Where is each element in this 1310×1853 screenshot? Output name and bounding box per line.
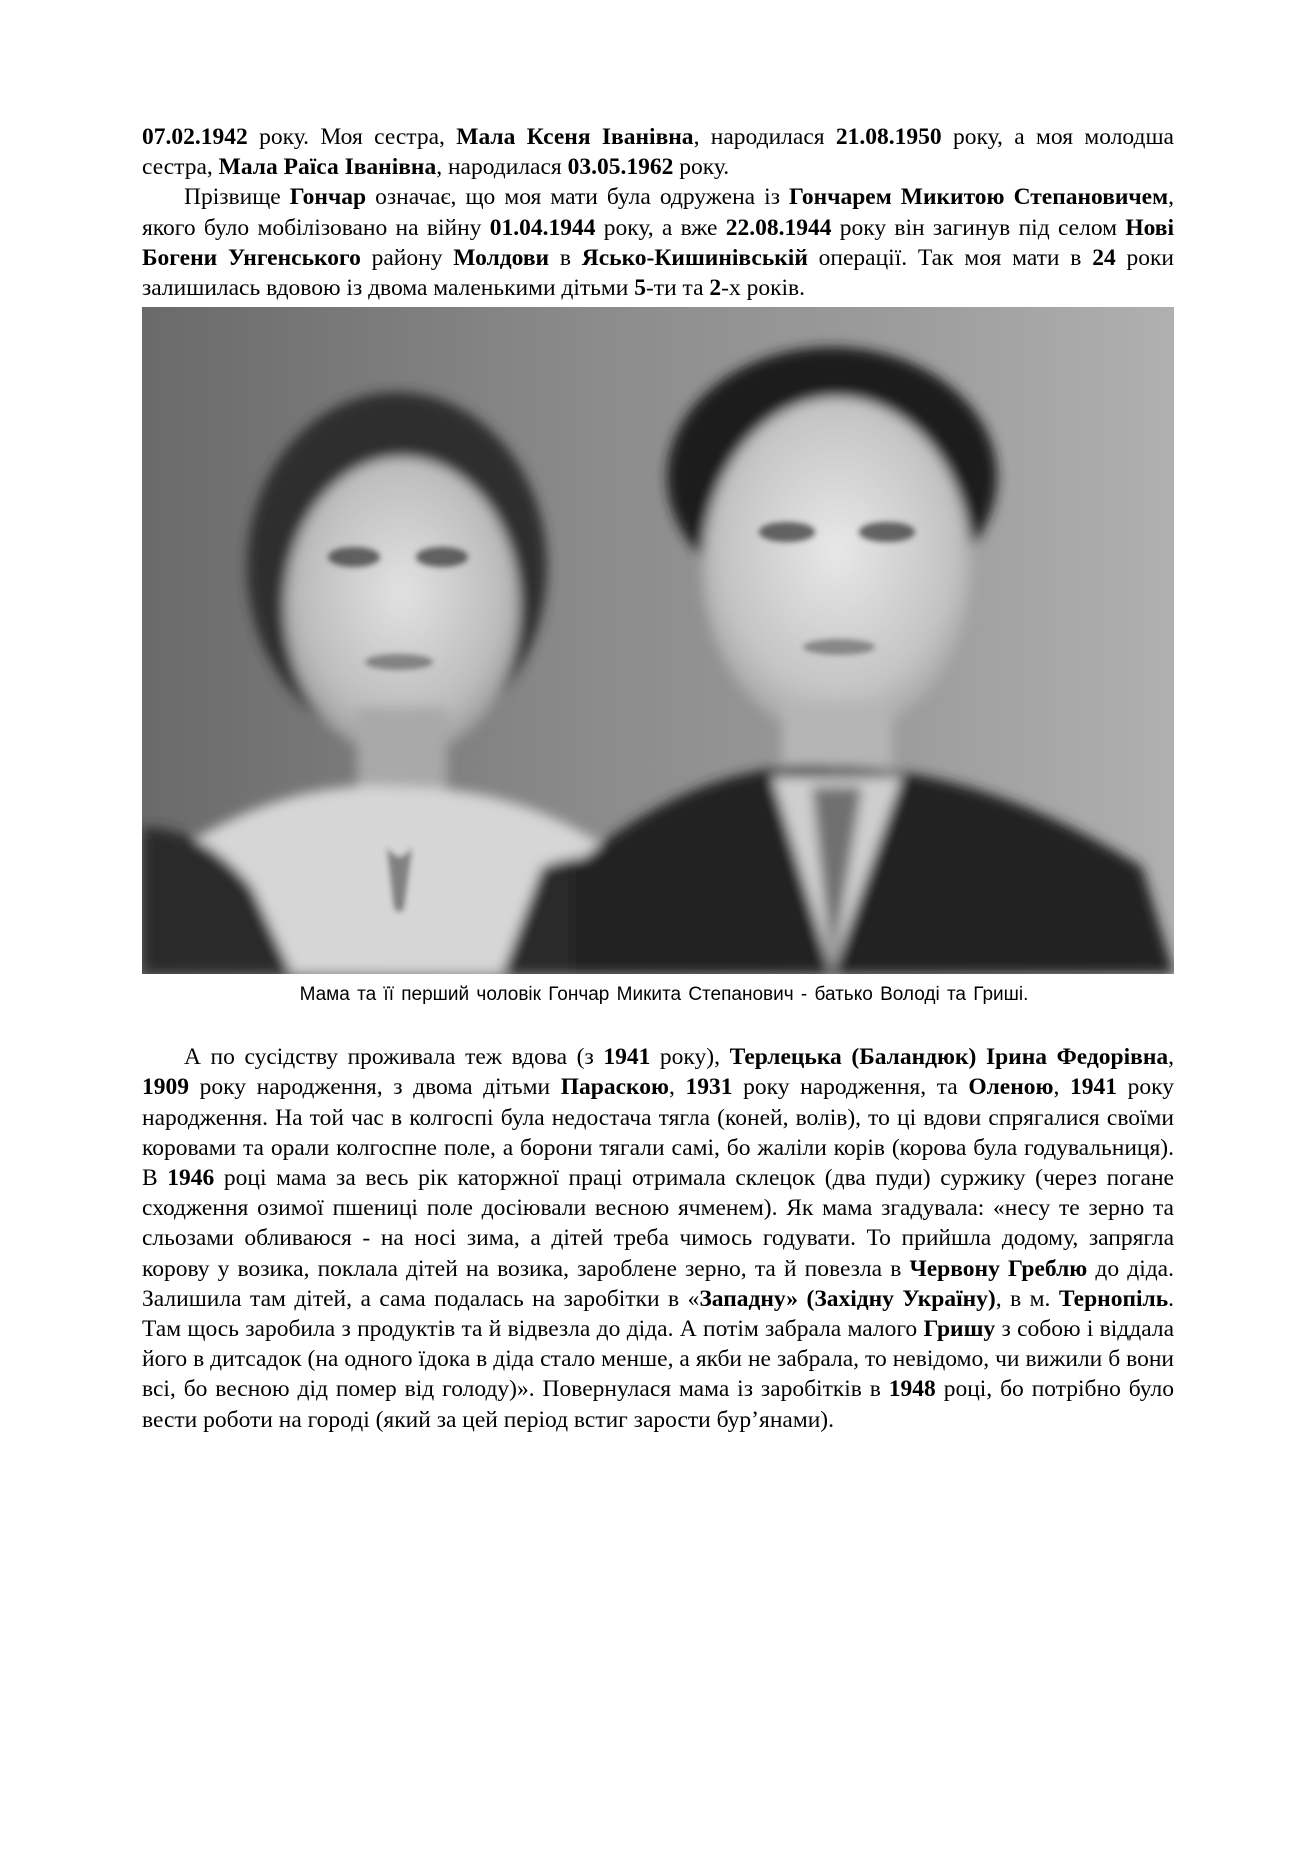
bold-text-run: Молдови: [453, 244, 550, 271]
text-run: з собою і віддала його в дитсадок (на одного їдока в діда стало менше, а якби не забрала, то невідомо, чи вижили б вони всі, бо весною дід помер від голоду)». Повернулася мама із заробітків в: [142, 1316, 1174, 1403]
text-run: Прізвище: [184, 184, 290, 211]
bold-text-run: Ясько-Кишинівській: [581, 244, 808, 271]
text-run: року, а моя молодша сестра,: [142, 124, 1174, 181]
bold-text-run: 24: [1092, 244, 1116, 271]
bold-text-run: Червону Греблю: [909, 1255, 1088, 1282]
bold-text-run: Тернопіль: [1058, 1285, 1169, 1312]
photo-caption: Мама та її перший чоловік Гончар Микита Степанович - батько Володі та Гриші.: [299, 984, 1029, 1006]
text-run: ,: [668, 1074, 686, 1101]
bold-text-run: 1941: [603, 1044, 651, 1071]
bold-text-run: 2: [709, 275, 722, 302]
text-run: в: [549, 244, 582, 271]
text-run: роки залишилась вдовою із двома маленькими дітьми: [142, 244, 1174, 302]
bold-text-run: 1909: [142, 1074, 189, 1101]
text-run: -ти та: [645, 275, 710, 302]
text-run: року народження, та: [732, 1074, 969, 1101]
text-run: до діда. Залишила там дітей, а сама подалась на заробітки в «: [142, 1255, 1174, 1312]
text-run: році мама за весь рік каторжної праці отримала склецок (два пуди) суржику (через погане сходження озимої пшениці поле досіювали весною ячменем). Як мама згадувала: «несу те зерно та сльозами обливаюся - на носі зима, а дітей треба чимось годувати. То прийшла додому, запрягла корову у возика, поклала дітей на возика, зароблене зерно, та й повезла в: [142, 1165, 1174, 1282]
text-run: А по сусідству проживала теж вдова (з: [184, 1044, 604, 1071]
text-run: ,: [1168, 1044, 1174, 1071]
text-run: , народилася: [436, 154, 568, 181]
text-run: році, бо потрібно було вести роботи на городі (який за цей період встиг зарости бур’янами).: [142, 1376, 1174, 1433]
bold-text-run: 21.08.1950: [835, 124, 942, 150]
text-run: року. Моя сестра,: [247, 124, 457, 150]
text-run: року, а вже: [595, 214, 726, 241]
text-run: року.: [673, 154, 730, 181]
paragraph-2: [142, 182, 1174, 303]
text-run: . Там щось заробила з продуктів та й відвезла до діда. А потім забрала малого: [142, 1285, 1174, 1343]
bold-text-run: Мала Ксеня Іванівна: [456, 124, 694, 150]
bold-text-run: Нові Богени Унгенського: [142, 214, 1174, 271]
paragraph-3: [142, 1042, 1174, 1435]
text-run: -х років.: [721, 275, 806, 302]
bold-text-run: 03.05.1962: [567, 154, 674, 181]
text-run: року),: [650, 1044, 730, 1071]
bold-text-run: Мала Раїса Іванівна: [218, 154, 437, 181]
bold-text-run: Гончарем Микитою Степановичем: [789, 184, 1169, 211]
bold-text-run: Терлецька (Баландюк) Ірина Федорівна: [729, 1044, 1169, 1071]
text-run: року народження, з двома дітьми: [189, 1074, 561, 1101]
bold-text-run: Оленою: [968, 1074, 1054, 1101]
bold-text-run: Гончар: [289, 184, 367, 211]
portrait-photo-image: [142, 307, 1174, 974]
text-run: означає, що моя мати була одружена із: [366, 184, 790, 211]
bold-text-run: 5: [634, 275, 646, 302]
text-run: , в м.: [995, 1285, 1059, 1312]
bold-text-run: Параскою: [560, 1074, 669, 1101]
bold-text-run: 1941: [1070, 1074, 1118, 1101]
bold-text-run: 07.02.1942: [142, 124, 248, 150]
paragraph-1: [142, 122, 1174, 182]
bold-text-run: Западну» (Західну Україну): [699, 1285, 996, 1312]
bold-text-run: 1931: [685, 1074, 733, 1101]
document-page: [142, 122, 1174, 1435]
bold-text-run: 01.04.1944: [489, 214, 596, 241]
bold-text-run: Гришу: [923, 1316, 996, 1343]
text-run: року народження. На той час в колгоспі була недостача тягла (коней, волів), то ці вдови спрягалися своїми коровами та орали колгоспне поле, а борони тягали самі, бо жаліли корів (корова була годувальниця). В: [142, 1074, 1175, 1192]
bold-text-run: 1946: [167, 1165, 215, 1192]
text-run: року він загинув під селом: [831, 214, 1126, 241]
text-run: ,: [1053, 1074, 1071, 1101]
bold-text-run: 22.08.1944: [725, 214, 832, 241]
bold-text-run: 1948: [888, 1376, 936, 1403]
text-run: , якого було мобілізовано на війну: [142, 184, 1174, 241]
family-photo: [142, 307, 1174, 974]
text-run: операції. Так моя мати в: [807, 244, 1093, 271]
text-run: , народилася: [693, 124, 836, 150]
text-run: району: [360, 244, 454, 271]
